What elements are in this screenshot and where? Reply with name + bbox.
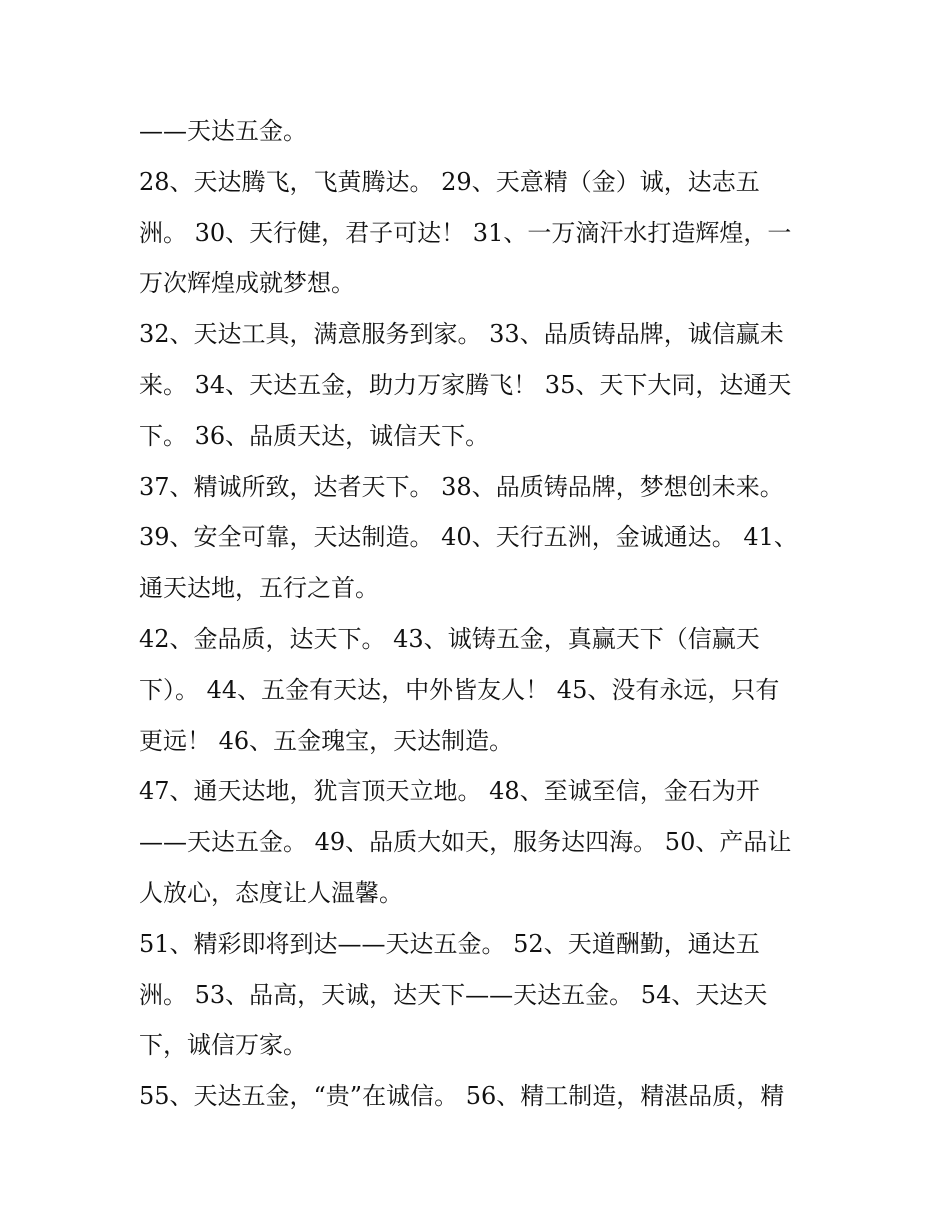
text-line: 通天达地，五行之首。 [139,574,379,603]
text-line: 洲。 30、天行健，君子可达！ 31、一万滴汗水打造辉煌，一 [139,218,792,247]
text-line: 更远！ 46、五金瑰宝，天达制造。 [139,726,514,755]
text-line: 28、天达腾飞，飞黄腾达。 29、天意精（金）诚，达志五 [139,167,760,196]
text-line: 47、通天达地，犹言顶天立地。 48、至诚至信，金石为开 [139,777,760,806]
text-line: ——天达五金。 49、品质大如天，服务达四海。 50、产品让 [139,828,792,857]
text-line: 来。 34、天达五金，助力万家腾飞！ 35、天下大同，达通天 [139,370,792,399]
text-line: 32、天达工具，满意服务到家。 33、品质铸品牌，诚信赢未 [139,320,784,349]
text-line: 42、金品质，达天下。 43、诚铸五金，真赢天下（信赢天 [139,624,760,653]
slogan-text-block [139,106,819,1122]
text-line: 下。 36、品质天达，诚信天下。 [139,421,490,450]
text-line: 37、精诚所致，达者天下。 38、品质铸品牌，梦想创未来。 [139,472,784,501]
text-line: ——天达五金。 [139,117,307,145]
text-line: 万次辉煌成就梦想。 [139,269,355,298]
text-line: 51、精彩即将到达——天达五金。 52、天道酬勤，通达五 [139,929,760,958]
text-line: 人放心，态度让人温馨。 [139,878,403,907]
text-line: 下，诚信万家。 [139,1031,307,1060]
text-line: 55、天达五金，“贵”在诚信。 56、精工制造，精湛品质，精 [139,1082,785,1111]
text-line: 下）。 44、五金有天达，中外皆友人！ 45、没有永远，只有 [139,675,780,704]
text-line: 洲。 53、品高，天诚，达天下——天达五金。 54、天达天 [139,980,768,1009]
text-line: 39、安全可靠，天达制造。 40、天行五洲，金诚通达。 41、 [139,523,798,552]
